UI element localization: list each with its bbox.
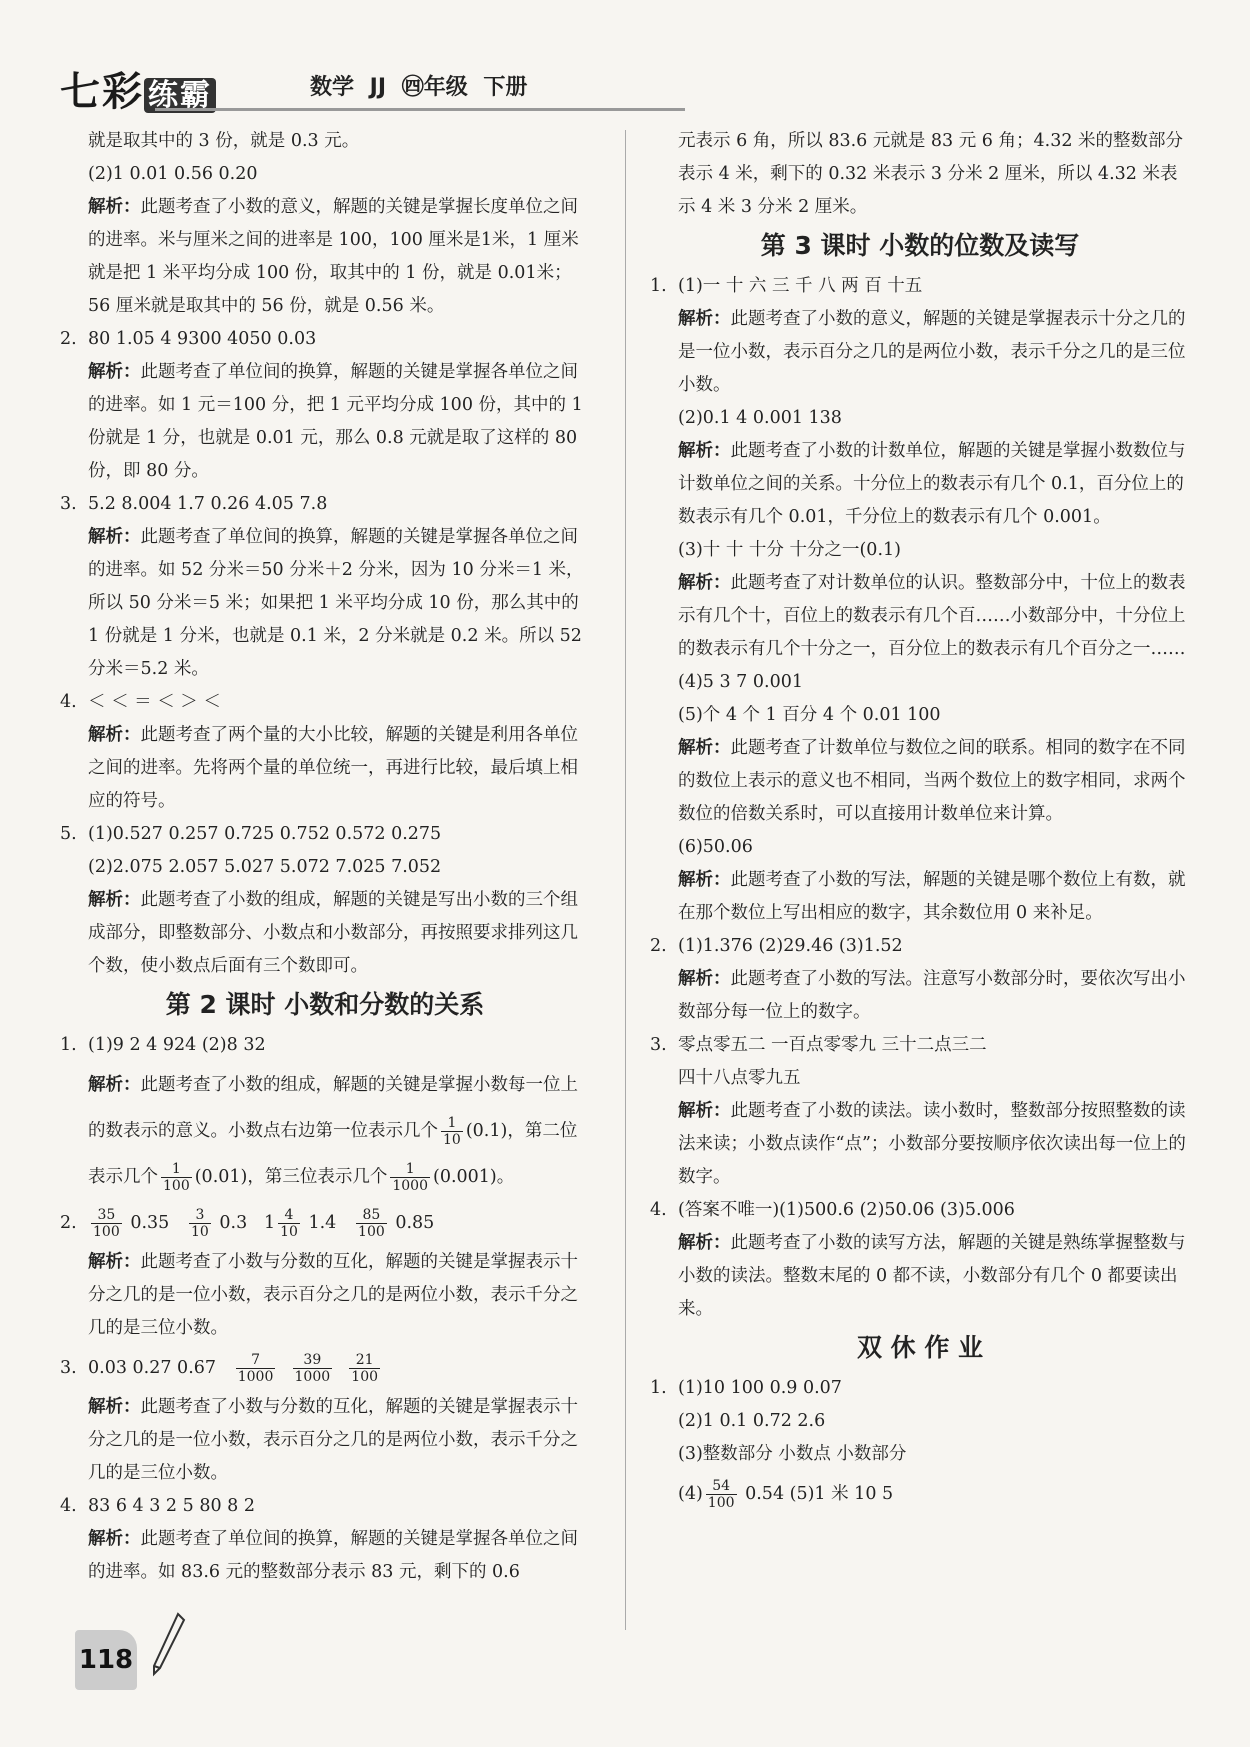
fraction: $\frac{21}{100}$ [351,1352,379,1385]
fraction: $\frac{35}{100}$ [93,1207,120,1240]
question-4: 4. ＜ ＜ ＝ ＜ ＞ ＜ [60,692,221,712]
question-4: 4. (答案不唯一)(1)500.6 (2)50.06 (3)5.006 [650,1200,1015,1220]
analysis: 解析：此题考查了小数与分数的互化，解题的关键是掌握表示十分之几的是一位小数，表示百分之几的是两位小数，表示千分之几的是三位小数。 [88,1397,578,1483]
subject-title: 数学 JJ ㊃年级 下册 [310,75,528,100]
analysis: 解析：此题考查了单位间的换算，解题的关键是掌握各单位之间的进率。如 52 分米＝50 分米＋2 分米，因为 10 分米＝1 米，所以 50 分米＝5 米；如果把 1 米平均分成 10 份，那么其中的 1 份就是 1 分米，也就是 0.1 米，2 分米就是 0.2 米。所以 52 分米＝5.2 米。 [88,527,584,679]
answer-line: (2)1 0.01 0.56 0.20 [88,164,258,184]
analysis: 解析：此题考查了单位间的换算，解题的关键是掌握各单位之间的进率。如 1 元＝100 分，把 1 元平均分成 100 份，其中的 1 份就是 1 分，也就是 0.01 元，那么 0.8 元就是取了这样的 80 份，即 80 分。 [88,362,583,481]
answer-line: (4) $\frac{54}{100}$ 0.54 (5)1 米 10 5 [678,1478,894,1511]
analysis: 解析：此题考查了小数的写法，解题的关键是哪个数位上有数，就在那个数位上写出相应的数字，其余数位用 0 来补足。 [678,870,1186,923]
question-2: 2. $\frac{35}{100}$ 0.35 $\frac{3}{10}$ 0.3 1 $\frac{4}{10}$ 1.4 $\frac{85}{100}$ 0.85 [60,1207,435,1240]
answer-line: (2)1 0.1 0.72 2.6 [678,1411,826,1431]
answer-line: (4)5 3 7 0.001 [678,672,803,692]
left-column [60,125,590,1589]
page-header [60,60,630,115]
question-1: 1. (1)10 100 0.9 0.07 [650,1378,842,1398]
fraction: $\frac{7}{1000}$ [237,1352,274,1385]
analysis: 解析：此题考查了单位间的换算，解题的关键是掌握各单位之间的进率。如 83.6 元的整数部分表示 83 元，剩下的 0.6 [88,1529,578,1582]
answer-line: 四十八点零九五 [678,1068,801,1088]
answer-line: (2)2.075 2.057 5.027 5.072 7.025 7.052 [88,857,442,877]
fraction: $\frac{4}{10}$ [280,1207,298,1240]
question-5: 5. (1)0.527 0.257 0.725 0.752 0.572 0.275 [60,824,442,844]
analysis: 解析：此题考查了小数的计数单位，解题的关键是掌握小数数位与计数单位之间的关系。十分位上的数表示有几个 0.1，百分位上的数表示有几个 0.01，千分位上的数表示有几个 0.001。 [678,441,1186,527]
analysis: 解析：此题考查了小数的读写方法，解题的关键是熟练掌握整数与小数的读法。整数末尾的 0 都不读，小数部分有几个 0 都要读出来。 [678,1233,1186,1319]
question-4: 4. 83 6 4 3 2 5 80 8 2 [60,1496,255,1516]
analysis: 解析：此题考查了小数与分数的互化，解题的关键是掌握表示十分之几的是一位小数，表示百分之几的是两位小数，表示千分之几的是三位小数。 [88,1252,578,1338]
question-1: 1. (1)9 2 4 924 (2)8 32 [60,1035,266,1055]
section-title: 第 3 课时 小数的位数及读写 [760,231,1080,260]
answer-line: (6)50.06 [678,837,753,857]
answer-line: (2)0.1 4 0.001 138 [678,408,842,428]
answer-line: (3)十 十 十分 十分之一(0.1) [678,540,901,560]
pencil-icon [148,1610,188,1680]
header-rule [155,108,685,111]
text-line: 就是取其中的 3 份，就是 0.3 元。 [88,131,360,151]
fraction: $\frac{85}{100}$ [358,1207,385,1240]
fraction: $\frac{1}{1000}$ [392,1161,428,1194]
fraction: $\frac{3}{10}$ [190,1207,209,1240]
analysis: 解析：此题考查了小数的写法。注意写小数部分时，要依次写出小数部分每一位上的数字。 [678,969,1186,1022]
answer-line: (3)整数部分 小数点 小数部分 [678,1444,907,1464]
column-divider [625,130,626,1630]
analysis: 解析：此题考查了计数单位与数位之间的联系。相同的数字在不同的数位上表示的意义也不相同，当两个数位上的数字相同，求两个数位的倍数关系时，可以直接用计数单位来计算。 [678,738,1186,824]
page-number: 118 [75,1630,137,1690]
question-3: 3. 5.2 8.004 1.7 0.26 4.05 7.8 [60,494,328,514]
fraction: $\frac{54}{100}$ [707,1478,735,1511]
analysis: 解析：此题考查了两个量的大小比较，解题的关键是利用各单位之间的进率。先将两个量的单位统一，再进行比较，最后填上相应的符号。 [88,725,578,811]
question-2: 2. 80 1.05 4 9300 4050 0.03 [60,329,317,349]
question-1: 1. (1)一 十 六 三 千 八 两 百 十五 [650,276,923,296]
analysis: 解析：此题考查了小数的意义，解题的关键是掌握表示十分之几的是一位小数，表示百分之几的是两位小数，表示千分之几的是三位小数。 [678,309,1186,395]
analysis: 解析：此题考查了小数的读法。读小数时，整数部分按照整数的读法来读；小数点读作“点”；小数部分要按顺序依次读出每一位上的数字。 [678,1101,1186,1187]
right-column [650,125,1190,1517]
analysis: 解析：此题考查了对计数单位的认识。整数部分中，十位上的数表示有几个十，百位上的数表示有几个百……小数部分中，十分位上的数表示有几个十分之一，百分位上的数表示有几个百分之一…… [678,573,1186,659]
analysis: 解析：此题考查了小数的组成，解题的关键是掌握小数每一位上的数表示的意义。小数点右边第一位表示几个 $\frac{1}{10}$ (0.1)，第二位表示几个 $\frac{1}{100}$ (0.01)，第三位表示几个 $\frac{1}{1000}$ (0.001)。 [88,1075,578,1194]
brand-logo: 七彩 练霸 [60,60,216,117]
fraction: $\frac{1}{100}$ [163,1161,190,1194]
question-3: 3. 0.03 0.27 0.67 $\frac{7}{1000}$ $\frac{39}{1000}$ $\frac{21}{100}$ [60,1352,379,1385]
section-title: 第 2 课时 小数和分数的关系 [165,990,485,1019]
analysis: 解析：此题考查了小数的意义，解题的关键是掌握长度单位之间的进率。米与厘米之间的进率是 100，100 厘米是1米，1 厘米就是把 1 米平均分成 100 份，取其中的 1 份，就是 0.01米；56 厘米就是取其中的 56 份，就是 0.56 米。 [88,197,579,316]
analysis: 解析：此题考查了小数的组成，解题的关键是写出小数的三个组成部分，即整数部分、小数点和小数部分，再按照要求排列这几个数，使小数点后面有三个数即可。 [88,890,578,976]
section-title: 双 休 作 业 [856,1333,984,1362]
answer-line: (5)个 4 个 1 百分 4 个 0.01 100 [678,705,941,725]
question-2: 2. (1)1.376 (2)29.46 (3)1.52 [650,936,903,956]
text-line: 元表示 6 角，所以 83.6 元就是 83 元 6 角；4.32 米的整数部分表示 4 米，剩下的 0.32 米表示 3 分米 2 厘米，所以 4.32 米表示 4 米 3 分米 2 厘米。 [678,131,1184,217]
fraction: $\frac{39}{1000}$ [294,1352,331,1385]
question-3: 3. 零点零五二 一百点零零九 三十二点三二 [650,1035,987,1055]
fraction: $\frac{1}{10}$ [443,1115,461,1148]
